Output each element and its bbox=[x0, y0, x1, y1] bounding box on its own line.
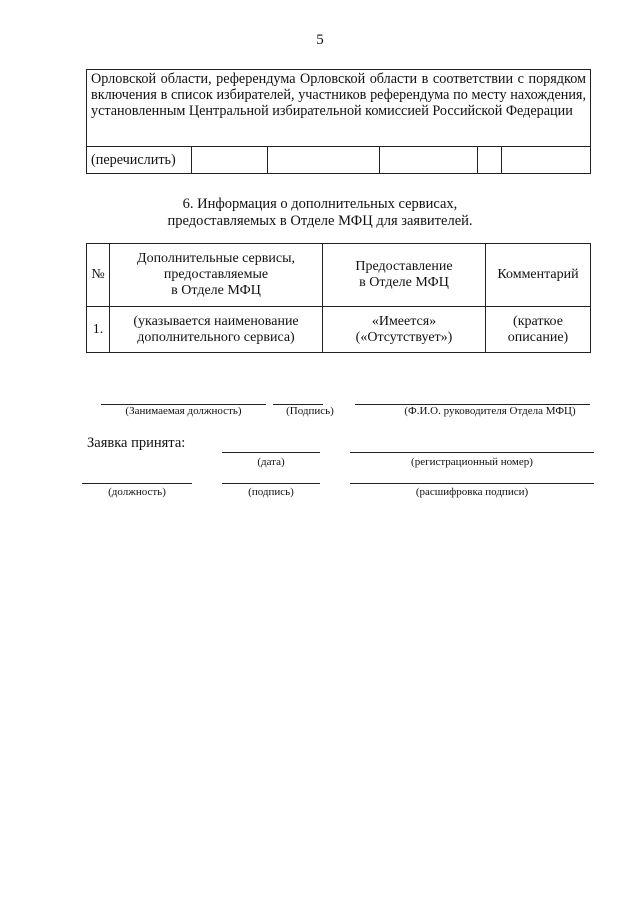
row-num: 1. bbox=[87, 307, 110, 353]
header-comment: Комментарий bbox=[486, 244, 591, 307]
signature-caption: (Подпись) bbox=[286, 405, 334, 417]
row-service bbox=[110, 307, 323, 353]
position-caption: (должность) bbox=[108, 486, 166, 498]
signature-caption: (подпись) bbox=[248, 486, 294, 498]
date-line bbox=[222, 452, 320, 453]
enumerate-cell bbox=[268, 147, 380, 174]
header-text: Предоставление bbox=[355, 259, 453, 274]
header-text: в Отделе МФЦ bbox=[171, 283, 261, 298]
header-num: № bbox=[87, 244, 110, 307]
services-table bbox=[86, 243, 591, 353]
reg-number-line bbox=[350, 452, 594, 453]
header-service bbox=[110, 244, 323, 307]
enumerate-label: (перечислить) bbox=[87, 147, 192, 174]
position-line bbox=[82, 483, 192, 484]
acceptance-label: Заявка принята: bbox=[87, 435, 186, 451]
section-6-title-line: 6. Информация о дополнительных сервисах, bbox=[182, 196, 458, 212]
date-caption: (дата) bbox=[257, 456, 285, 468]
cell-text: «Имеется» bbox=[371, 313, 437, 329]
signature-line bbox=[222, 483, 320, 484]
position-caption: (Занимаемая должность) bbox=[125, 405, 242, 417]
header-provision bbox=[323, 244, 486, 307]
reg-number-caption: (регистрационный номер) bbox=[411, 456, 533, 468]
page-number: 5 bbox=[316, 32, 324, 48]
cell-text: (краткое bbox=[513, 313, 563, 329]
continuation-table bbox=[86, 69, 591, 174]
enumerate-cell bbox=[502, 147, 591, 174]
decryption-line bbox=[350, 483, 594, 484]
table-row bbox=[87, 307, 591, 353]
fio-caption: (Ф.И.О. руководителя Отдела МФЦ) bbox=[404, 405, 576, 417]
header-text: Дополнительные сервисы, bbox=[137, 251, 295, 266]
header-text: в Отделе МФЦ bbox=[359, 275, 449, 290]
section-6-title-line: предоставляемых в Отделе МФЦ для заявителей. bbox=[167, 213, 473, 229]
decryption-caption: (расшифровка подписи) bbox=[415, 486, 529, 498]
cell-text: (указывается наименование bbox=[133, 313, 299, 329]
row-comment bbox=[486, 307, 591, 353]
enumerate-cell bbox=[478, 147, 502, 174]
table-header-row bbox=[87, 244, 591, 307]
cell-text: описание) bbox=[507, 329, 569, 345]
continuation-text: Орловской области, референдума Орловской области в соответствии с порядком включения в список избирателей, участников референдума по месту нахождения, установленным Центральной избирательной комиссией Российской Федерации bbox=[87, 70, 591, 147]
enumerate-cell bbox=[192, 147, 268, 174]
cell-text: дополнительного сервиса) bbox=[137, 329, 295, 345]
enumerate-cell bbox=[380, 147, 478, 174]
section-6-title bbox=[0, 196, 640, 230]
header-text: предоставляемые bbox=[163, 267, 269, 282]
cell-text: («Отсутствует») bbox=[355, 329, 453, 345]
row-provision bbox=[323, 307, 486, 353]
